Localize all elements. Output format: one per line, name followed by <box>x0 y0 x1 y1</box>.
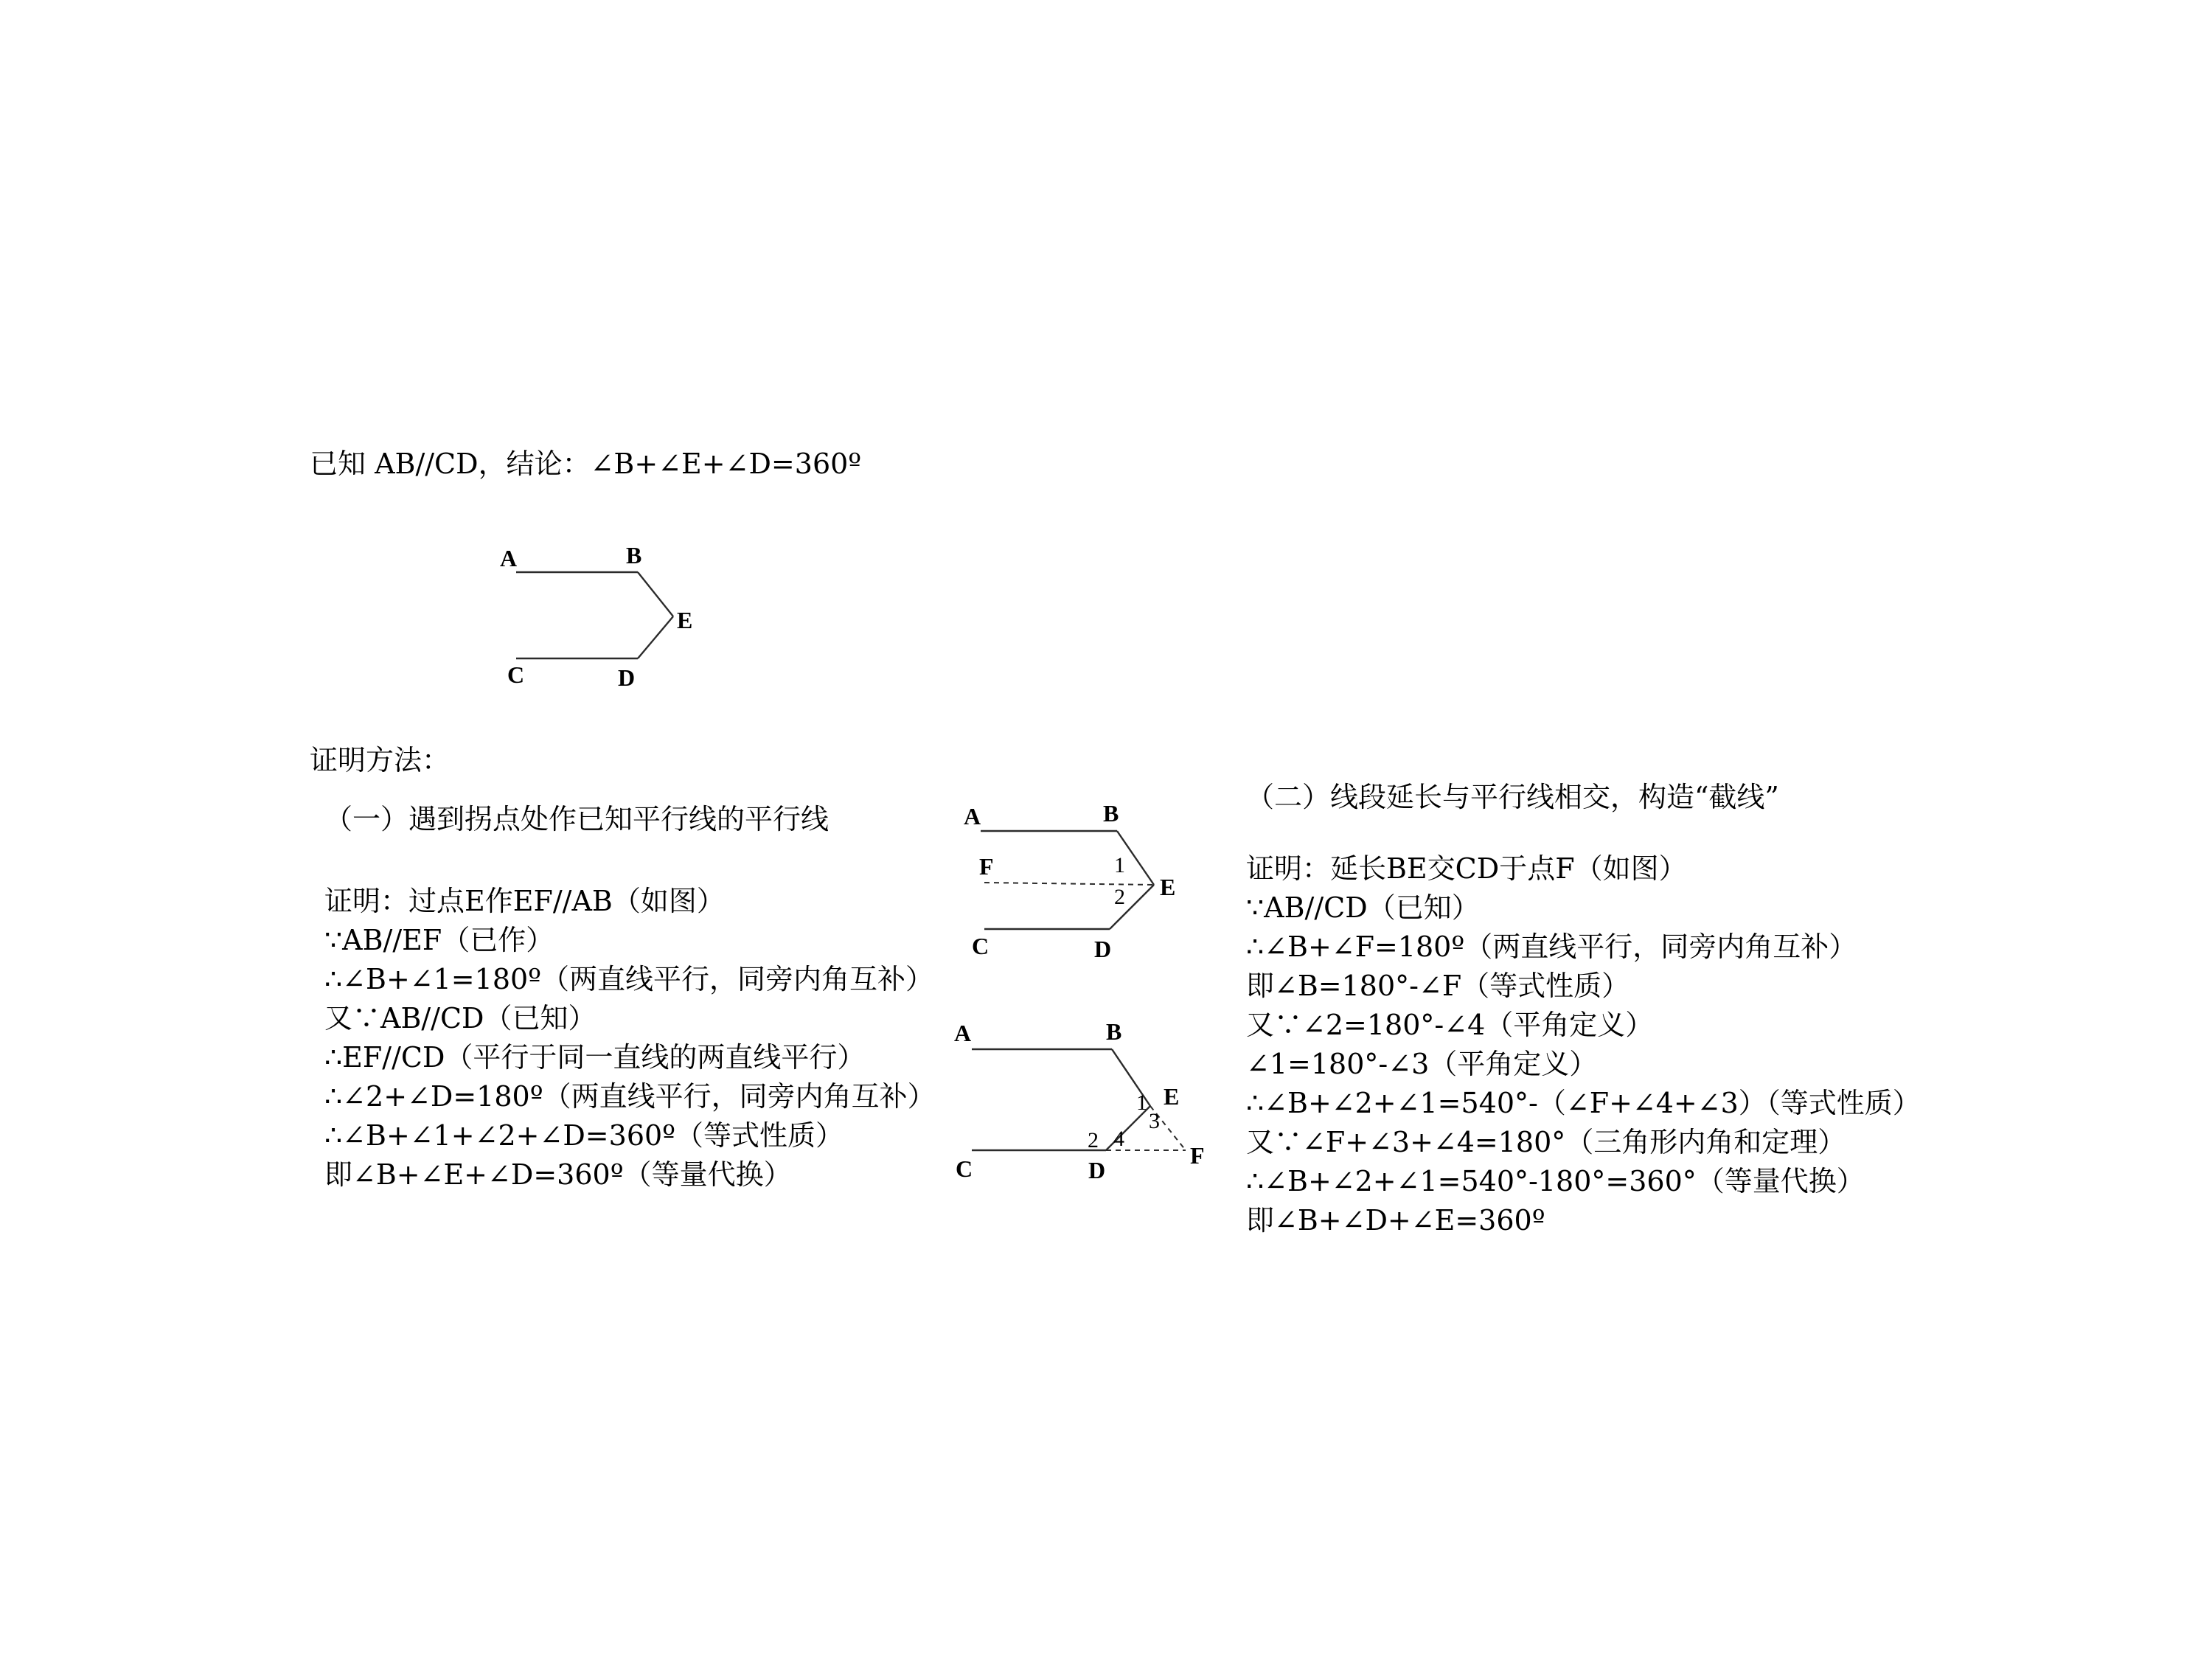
label-d: D <box>1088 1157 1106 1183</box>
method2-proof <box>1246 849 1921 1240</box>
angle-1-label: 1 <box>1136 1091 1147 1115</box>
label-b: B <box>1106 1018 1122 1045</box>
proof-line: 即∠B=180°-∠F（等式性质） <box>1246 970 1630 1002</box>
proof-line: 即∠B+∠D+∠E=360º <box>1246 1204 1545 1237</box>
proof-line: ∴∠B+∠F=180º（两直线平行，同旁内角互补） <box>1246 931 1857 963</box>
label-e: E <box>677 607 693 633</box>
label-a: A <box>964 803 981 830</box>
proof-line: ∴∠B+∠1=180º（两直线平行，同旁内角互补） <box>324 963 934 995</box>
heading: 已知 AB//CD，结论：∠B+∠E+∠D=360º <box>310 448 862 480</box>
angle-1-label: 1 <box>1114 853 1125 877</box>
label-c: C <box>956 1155 973 1182</box>
proof-line: ∴∠2+∠D=180º（两直线平行，同旁内角互补） <box>324 1080 936 1113</box>
proof-line: ∴∠B+∠1+∠2+∠D=360º（等式性质） <box>324 1119 844 1152</box>
proof-line: 又∵∠F+∠3+∠4=180°（三角形内角和定理） <box>1246 1126 1846 1158</box>
angle-2-label: 2 <box>1088 1128 1099 1152</box>
methods-label: 证明方法： <box>310 744 451 776</box>
proof-line: 证明：过点E作EF//AB（如图） <box>324 885 725 917</box>
label-a: A <box>954 1020 972 1046</box>
proof-line: 又∵∠2=180°-∠4（平角定义） <box>1246 1009 1654 1041</box>
label-c: C <box>507 661 525 688</box>
angle-4-label: 4 <box>1113 1127 1124 1151</box>
proof-line: ∵AB//EF（已作） <box>324 924 554 956</box>
method1-title: （一）遇到拐点处作已知平行线的平行线 <box>324 803 830 835</box>
proof-line: ∵AB//CD（已知） <box>1246 891 1480 924</box>
angle-2-label: 2 <box>1114 885 1125 909</box>
label-a: A <box>500 545 518 571</box>
proof-line: 证明：延长BE交CD于点F（如图） <box>1246 852 1687 885</box>
proof-line: ∴EF//CD（平行于同一直线的两直线平行） <box>324 1041 866 1074</box>
proof-line: 即∠B+∠E+∠D=360º（等量代换） <box>324 1158 792 1191</box>
proof-line: ∴∠B+∠2+∠1=540°-180°=360°（等量代换） <box>1246 1165 1865 1197</box>
label-b: B <box>1103 800 1119 827</box>
proof-line: 又∵AB//CD（已知） <box>324 1002 597 1034</box>
label-f: F <box>1190 1142 1205 1169</box>
angle-3-label: 3 <box>1149 1109 1160 1133</box>
label-e: E <box>1164 1083 1180 1110</box>
label-f: F <box>979 853 994 880</box>
label-c: C <box>972 933 990 959</box>
label-e: E <box>1160 874 1176 900</box>
proof-line: ∴∠B+∠2+∠1=540°-（∠F+∠4+∠3）（等式性质） <box>1246 1087 1921 1119</box>
method2-title: （二）线段延长与平行线相交，构造“截线” <box>1246 781 1779 813</box>
label-d: D <box>1094 936 1112 962</box>
label-d: D <box>618 664 636 691</box>
label-b: B <box>626 542 642 568</box>
proof-line: ∠1=180°-∠3（平角定义） <box>1246 1048 1598 1080</box>
